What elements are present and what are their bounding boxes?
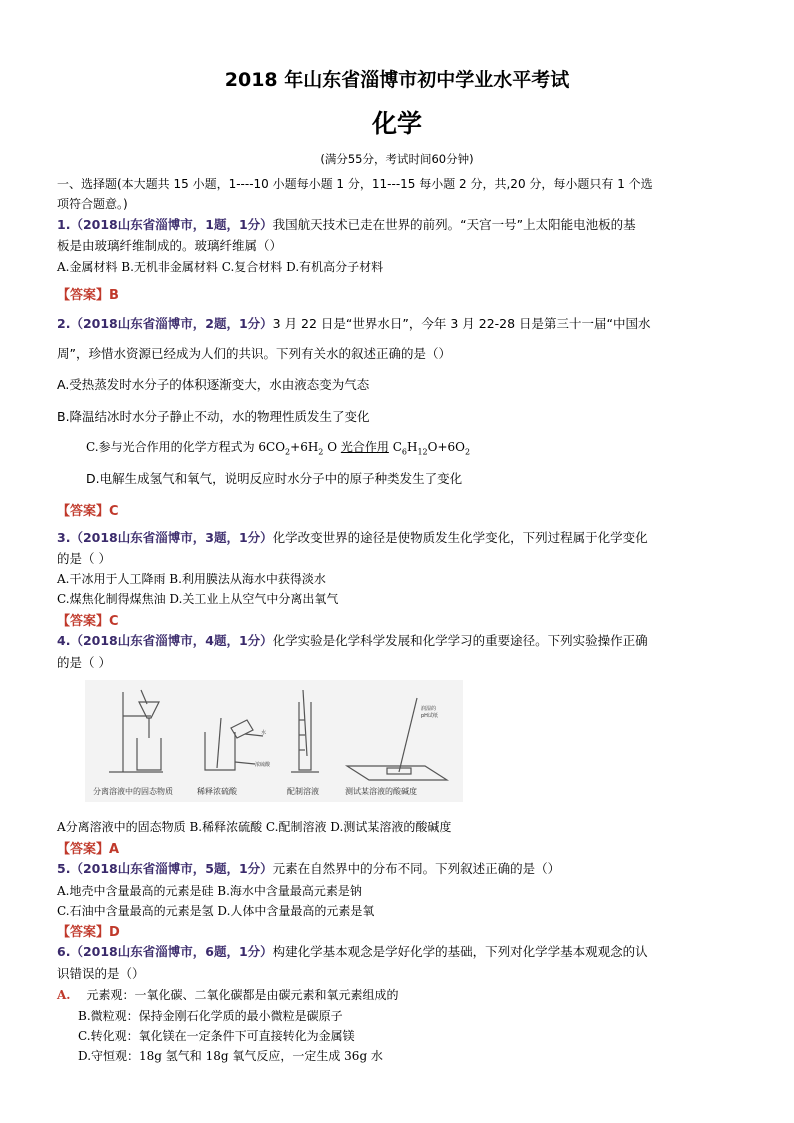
fig-label-a: 分离溶液中的固态物质 xyxy=(93,787,173,796)
q3-options-line1: A.干冰用于人工降雨 B.利用膜法从海水中获得淡水 xyxy=(57,572,326,586)
q3-number: 3. xyxy=(57,530,71,545)
q6-option-a-text: 元素观：一氧化碳、二氧化碳都是由碳元素和氧元素组成的 xyxy=(86,988,399,1002)
q6-option-a-label: A. xyxy=(57,988,71,1002)
q2-optc-sub: 2 xyxy=(318,447,324,457)
q1-answer: 【答案】B xyxy=(57,288,119,303)
section-instructions-line1: 一、选择题(本大题共 15 小题，1----10 小题每小题 1 分，11---15 每小题 2 分，共,20 分，每小题只有 1 个选 xyxy=(57,177,653,191)
exam-note: (满分55分，考试时间60分钟) xyxy=(320,152,474,166)
q4-options: A分离溶液中的固态物质 B.稀释浓硫酸 C.配制溶液 D.测试某溶液的酸碱度 xyxy=(57,820,452,834)
q2-option-b: B.降温结冰时水分子静止不动，水的物理性质发生了变化 xyxy=(57,409,370,424)
q6-number: 6. xyxy=(57,944,71,959)
q2-optc-part: O+6O xyxy=(427,440,465,454)
q2-optc-part: C xyxy=(388,440,402,454)
q6-stem-text: 构建化学基本观念是学好化学的基础，下列对化学学基本观观念的认 xyxy=(272,944,648,959)
q2-optc-part: O xyxy=(323,440,341,454)
q2-optc-sub: 2 xyxy=(285,447,291,457)
fig-small-water: 水 xyxy=(261,730,267,736)
q6-source: （2018山东省淄博市，6题，1分） xyxy=(70,944,273,959)
q4-stem-line2: 的是（ ） xyxy=(57,655,111,670)
q5-stem xyxy=(57,859,560,877)
q3-answer: 【答案】C xyxy=(57,614,119,629)
q3-stem-line2: 的是（ ） xyxy=(57,551,111,566)
q2-answer: 【答案】C xyxy=(57,504,119,519)
q2-optc-part: +6H xyxy=(290,440,319,454)
subject-title: 化学 xyxy=(371,109,422,138)
fig-label-d: 测试某溶液的酸碱度 xyxy=(345,787,417,796)
q2-optc-part: C.参与光合作用的化学方程式为 6CO xyxy=(86,440,286,454)
q1-stem-line2: 板是由玻璃纤维制成的。玻璃纤维属（） xyxy=(57,238,283,253)
q2-stem-line2: 周”，珍惜水资源已经成为人们的共识。下列有关水的叙述正确的是（） xyxy=(57,346,451,361)
q2-optc-sub: 2 xyxy=(465,447,471,457)
q6-option-a xyxy=(57,986,399,1003)
q2-optc-condition: 光合作用 xyxy=(340,440,389,454)
fig-label-c: 配制溶液 xyxy=(287,787,319,796)
q1-source: （2018山东省淄博市，1题，1分） xyxy=(70,217,273,232)
q2-source: （2018山东省淄博市，2题，1分） xyxy=(70,316,273,331)
q2-optc-sub: 6 xyxy=(401,447,407,457)
q5-number: 5. xyxy=(57,861,71,876)
q1-options: A.金属材料 B.无机非金属材料 C.复合材料 D.有机高分子材料 xyxy=(57,260,384,274)
q3-stem-text: 化学改变世界的途径是使物质发生化学变化，下列过程属于化学变化 xyxy=(272,530,648,545)
q4-stem-line1 xyxy=(57,631,648,649)
q2-optc-sub: 12 xyxy=(417,447,428,457)
q1-number: 1. xyxy=(57,217,71,232)
q2-option-a: A.受热蒸发时水分子的体积逐渐变大，水由液态变为气态 xyxy=(57,377,370,392)
q4-experiment-figure xyxy=(85,680,463,802)
q3-options-line2: C.煤焦化制得煤焦油 D.关工业上从空气中分离出氧气 xyxy=(57,592,339,606)
q6-option-d: D.守恒观：18g 氢气和 18g 氧气反应，一定生成 36g 水 xyxy=(78,1049,383,1063)
q2-stem-text: 3 月 22 日是“世界水日”，今年 3 月 22-28 日是第三十一届“中国水 xyxy=(272,316,651,331)
q1-stem-line1 xyxy=(57,215,636,233)
q2-number: 2. xyxy=(57,316,71,331)
q2-stem-line1 xyxy=(57,314,651,332)
fig-small-acid: 浓硫酸 xyxy=(255,762,271,768)
q4-answer: 【答案】A xyxy=(57,842,120,857)
q4-source: （2018山东省淄博市，4题，1分） xyxy=(70,633,273,648)
q3-source: （2018山东省淄博市，3题，1分） xyxy=(70,530,273,545)
q5-options-line2: C.石油中含量最高的元素是氢 D.人体中含量最高的元素是氧 xyxy=(57,904,375,918)
q2-option-c xyxy=(86,438,470,456)
fig-small-ph: pH试纸 xyxy=(421,713,438,719)
q4-stem-text: 化学实验是化学科学发展和化学学习的重要途径。下列实验操作正确 xyxy=(272,633,648,648)
q3-stem-line1 xyxy=(57,528,648,546)
q6-option-b: B.微粒观：保持金刚石化学质的最小微粒是碳原子 xyxy=(78,1009,343,1023)
q1-stem-text: 我国航天技术已走在世界的前列。“天宫一号”上太阳能电池板的基 xyxy=(272,217,636,232)
section-instructions-line2: 项符合题意。) xyxy=(57,197,128,211)
fig-small-wet: 润湿的 xyxy=(421,706,437,712)
q5-stem-text: 元素在自然界中的分布不同。下列叙述正确的是（） xyxy=(272,861,561,876)
q2-optc-part: H xyxy=(406,440,418,454)
q6-option-c: C.转化观：氧化镁在一定条件下可直接转化为金属镁 xyxy=(78,1029,355,1043)
exam-title: 2018 年山东省淄博市初中学业水平考试 xyxy=(224,69,570,91)
q2-option-d: D.电解生成氢气和氧气，说明反应时水分子中的原子种类发生了变化 xyxy=(86,471,463,486)
q5-options-line1: A.地壳中含量最高的元素是硅 B.海水中含量最高元素是钠 xyxy=(57,884,362,898)
q6-stem-line2: 识错误的是（） xyxy=(57,966,145,981)
fig-label-b: 稀释浓硫酸 xyxy=(197,787,237,796)
q4-number: 4. xyxy=(57,633,71,648)
q6-stem-line1 xyxy=(57,942,648,960)
q5-source: （2018山东省淄博市，5题，1分） xyxy=(70,861,273,876)
q5-answer: 【答案】D xyxy=(57,925,120,940)
